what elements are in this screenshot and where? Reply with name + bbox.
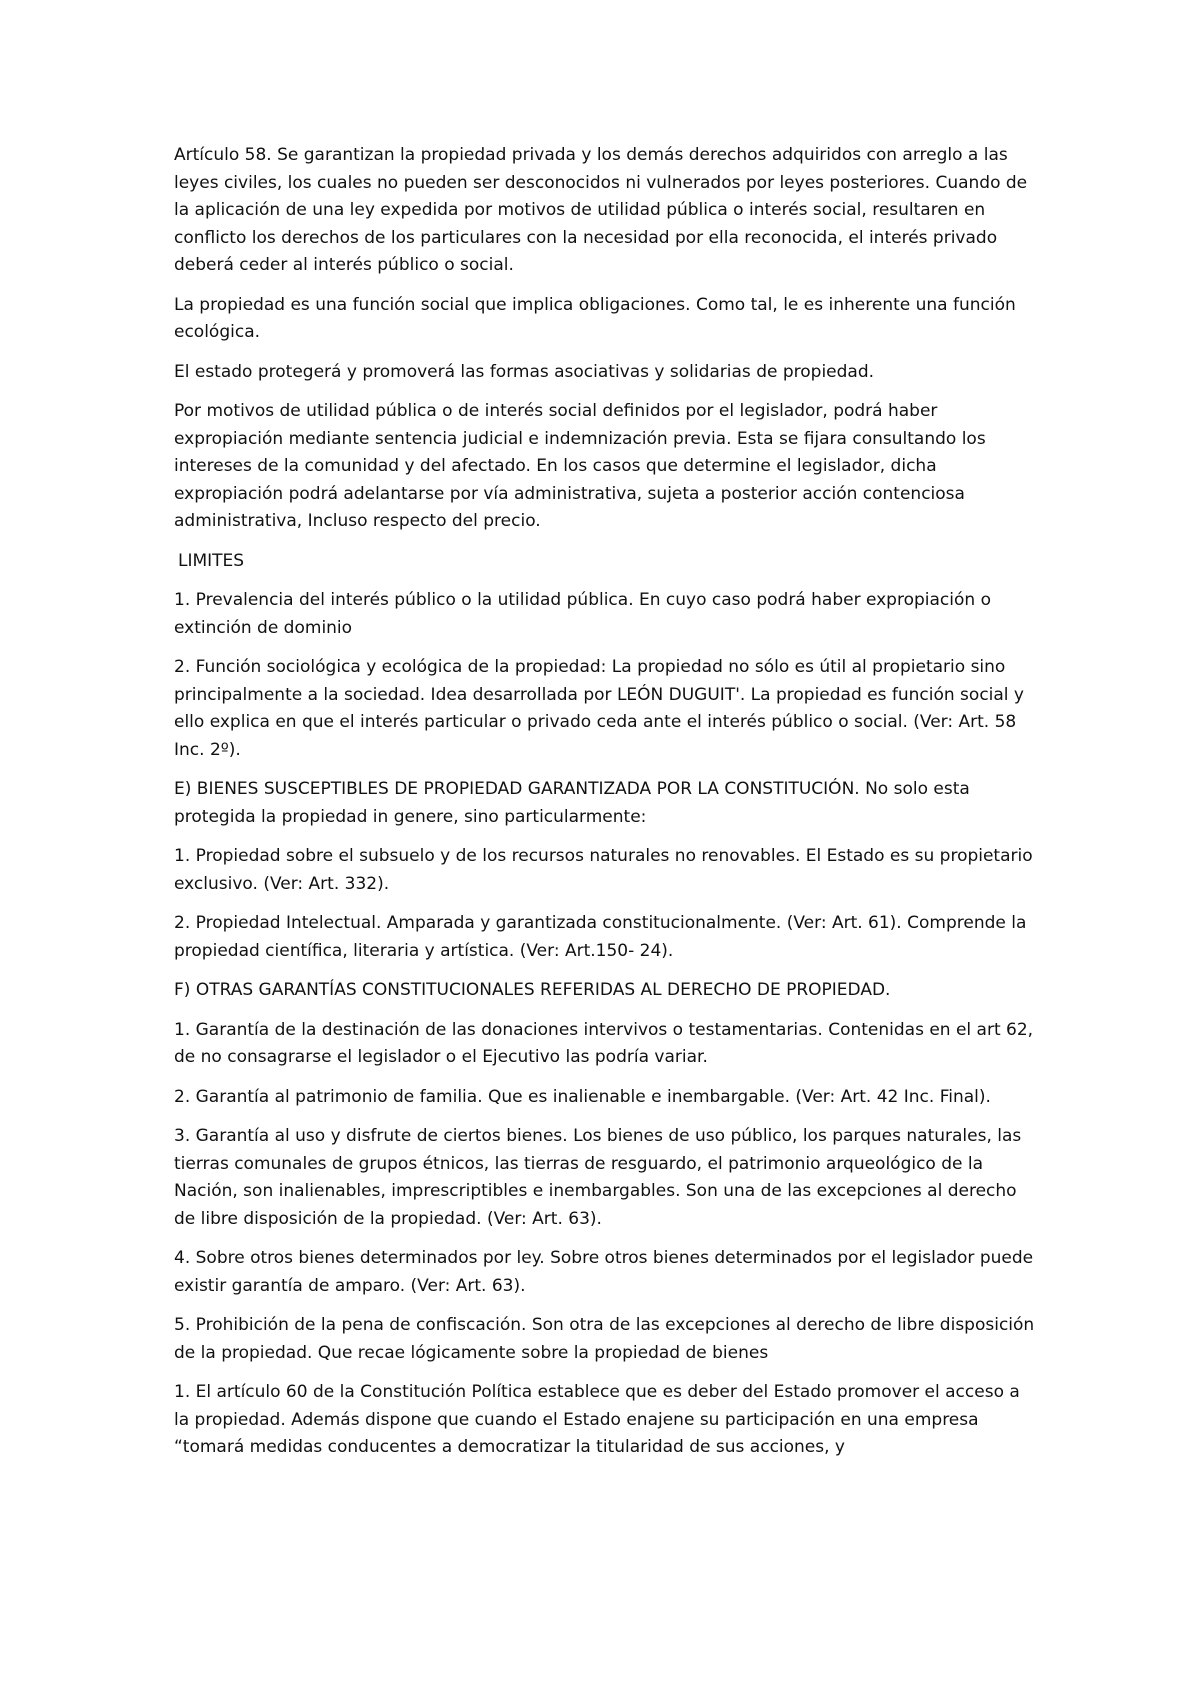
paragraph-articulo-60: 1. El artículo 60 de la Constitución Política establece que es deber del Estado promover el acceso a la propiedad. Además dispone que cuando el Estado enajene su participación en una empresa “tomará medidas conducentes a democratizar la titularidad de sus acciones, y xyxy=(174,1382,1020,1457)
paragraph-f-2: 2. Garantía al patrimonio de familia. Que es inalienable e inembargable. (Ver: Art. 42 Inc. Final). xyxy=(174,1086,991,1107)
paragraph-articulo-58: Artículo 58. Se garantizan la propiedad privada y los demás derechos adquiridos con arreglo a las leyes civiles, los cuales no pueden ser desconocidos ni vulnerados por leyes posteriores. Cuando de la aplicación de una ley expedida por motivos de utilidad pública o interés social, resultaren en conflicto los derechos de los particulares con la necesidad por ella reconocida, el interés privado deberá ceder al interés público o social. xyxy=(174,145,1028,275)
paragraph-e-1: 1. Propiedad sobre el subsuelo y de los recursos naturales no renovables. El Estado es su propietario exclusivo. (Ver: Art. 332). xyxy=(174,846,1033,894)
paragraph-funcion-social: La propiedad es una función social que implica obligaciones. Como tal, le es inherente una función ecológica. xyxy=(174,294,1016,342)
paragraph-expropiacion: Por motivos de utilidad pública o de interés social definidos por el legislador, podrá haber expropiación mediante sentencia judicial e indemnización previa. Esta se fijara consultando los intereses de la comunidad y del afectado. En los casos que determine el legislador, dicha expropiación podrá adelantarse por vía administrativa, sujeta a posterior acción contenciosa administrativa, Incluso respecto del precio. xyxy=(174,401,986,531)
paragraph-e-2: 2. Propiedad Intelectual. Amparada y garantizada constitucionalmente. (Ver: Art. 61). Comprende la propiedad científica, literaria y artística. (Ver: Art.150- 24). xyxy=(174,913,1027,961)
paragraph-f-4: 4. Sobre otros bienes determinados por ley. Sobre otros bienes determinados por el legislador puede existir garantía de amparo. (Ver: Art. 63). xyxy=(174,1248,1034,1296)
paragraph-f-3: 3. Garantía al uso y disfrute de ciertos bienes. Los bienes de uso público, los parques naturales, las tierras comunales de grupos étnicos, las tierras de resguardo, el patrimonio arqueológico de la Nación, son inalienables, imprescriptibles e inembargables. Son una de las excepciones al derecho de libre disposición de la propiedad. (Ver: Art. 63). xyxy=(174,1126,1022,1229)
paragraph-formas-asociativas: El estado protegerá y promoverá las formas asociativas y solidarias de propiedad. xyxy=(174,361,875,382)
heading-section-f: F) OTRAS GARANTÍAS CONSTITUCIONALES REFERIDAS AL DERECHO DE PROPIEDAD. xyxy=(174,980,891,1000)
paragraph-limite-2: 2. Función sociológica y ecológica de la propiedad: La propiedad no sólo es útil al propietario sino principalmente a la sociedad. Idea desarrollada por LEÓN DUGUIT'. La propiedad es función social y ello explica en que el interés particular o privado ceda ante el interés público o social. (Ver: Art. 58 Inc. 2º). xyxy=(174,657,1024,760)
paragraph-f-1: 1. Garantía de la destinación de las donaciones intervivos o testamentarias. Contenidas en el art 62, de no consagrarse el legislador o el Ejecutivo las podría variar. xyxy=(174,1019,1034,1067)
paragraph-f-5: 5. Prohibición de la pena de confiscación. Son otra de las excepciones al derecho de libre disposición de la propiedad. Que recae lógicamente sobre la propiedad de bienes xyxy=(174,1315,1035,1363)
heading-section-e: E) BIENES SUSCEPTIBLES DE PROPIEDAD GARANTIZADA POR LA CONSTITUCIÓN. No solo esta protegida la propiedad in genere, sino particularmente: xyxy=(174,779,970,827)
document-body xyxy=(174,142,1040,1474)
paragraph-limite-1: 1. Prevalencia del interés público o la utilidad pública. En cuyo caso podrá haber expropiación o extinción de dominio xyxy=(174,590,991,638)
heading-limites: LIMITES xyxy=(178,550,245,571)
